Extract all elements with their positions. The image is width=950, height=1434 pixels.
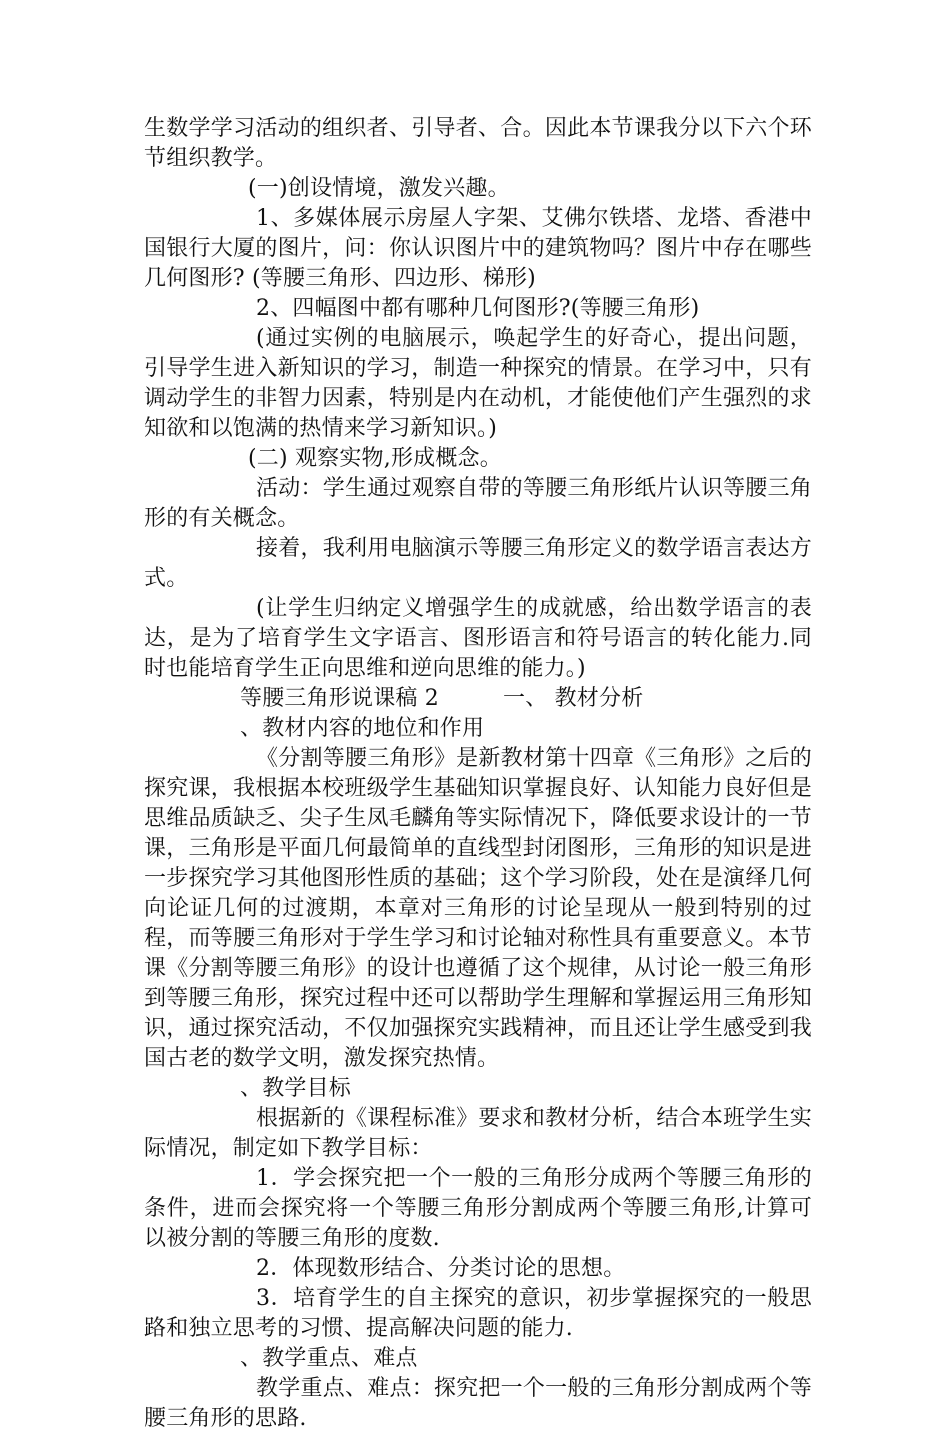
paragraph: (让学生归纳定义增强学生的成就感，给出数学语言的表达，是为了培育学生文字语言、图形语言和符号语言的转化能力.同时也能培育学生正向思维和逆向思维的能力。) xyxy=(144,596,812,681)
subheading: 、教材内容的地位和作用 xyxy=(240,716,485,741)
paragraph: 教学重点、难点：探究把一个一般的三角形分割成两个等腰三角形的思路. xyxy=(144,1376,812,1431)
paragraph: 2、四幅图中都有哪种几何图形?(等腰三角形) xyxy=(256,296,700,321)
paragraph: (一)创设情境，激发兴趣。 xyxy=(248,176,510,201)
paragraph: 《分割等腰三角形》是新教材第十四章《三角形》之后的探究课，我根据本校班级学生基础知识掌握良好、认知能力良好但是思维品质缺乏、尖子生凤毛麟角等实际情况下，降低要求设计的一节课，三角形是平面几何最简单的直线型封闭图形，三角形的知识是进一步探究学习其他图形性质的基础；这个学习阶段，处在是演绎几何向论证几何的过渡期，本章对三角形的讨论呈现从一般到特别的过程，而等腰三角形对于学生学习和讨论轴对称性具有重要意义。本节课《分割等腰三角形》的设计也遵循了这个规律，从讨论一般三角形到等腰三角形，探究过程中还可以帮助学生理解和掌握运用三角形知识，通过探究活动，不仅加强探究实践精神，而且还让学生感受到我国古老的数学文明，激发探究热情。 xyxy=(144,746,812,1071)
list-item: 3．培育学生的自主探究的意识，初步掌握探究的一般思路和独立思考的习惯、提高解决问题的能力. xyxy=(144,1286,812,1341)
section-subtitle: 一、 教材分析 xyxy=(503,686,644,711)
list-item: 2．体现数形结合、分类讨论的思想。 xyxy=(256,1256,626,1281)
list-item: 1．学会探究把一个一般的三角形分成两个等腰三角形的条件，进而会探究将一个等腰三角形分割成两个等腰三角形,计算可以被分割的等腰三角形的度数. xyxy=(144,1166,812,1251)
paragraph: 生数学学习活动的组织者、引导者、合。因此本节课我分以下六个环节组织教学。 xyxy=(144,116,812,171)
paragraph: (通过实例的电脑展示，唤起学生的好奇心，提出问题，引导学生进入新知识的学习，制造一种探究的情景。在学习中，只有调动学生的非智力因素，特别是内在动机，才能使他们产生强烈的求知欲和以饱满的热情来学习新知识。) xyxy=(144,326,812,441)
paragraph: 根据新的《课程标准》要求和教材分析，结合本班学生实际情况，制定如下教学目标： xyxy=(144,1106,812,1161)
paragraph: 活动：学生通过观察自带的等腰三角形纸片认识等腰三角形的有关概念。 xyxy=(144,476,812,531)
section-title: 等腰三角形说课稿 2 xyxy=(240,686,439,711)
subheading: 、教学目标 xyxy=(240,1076,352,1101)
paragraph: 接着，我利用电脑演示等腰三角形定义的数学语言表达方式。 xyxy=(144,536,812,591)
subheading: 、教学重点、难点 xyxy=(240,1346,418,1371)
section-heading xyxy=(144,684,812,714)
document-body xyxy=(144,114,812,1434)
paragraph: 1、多媒体展示房屋人字架、艾佛尔铁塔、龙塔、香港中国银行大厦的图片，问：你认识图片中的建筑物吗？图片中存在哪些几何图形? (等腰三角形、四边形、梯形) xyxy=(144,206,812,291)
paragraph: (二) 观察实物,形成概念。 xyxy=(248,446,502,471)
